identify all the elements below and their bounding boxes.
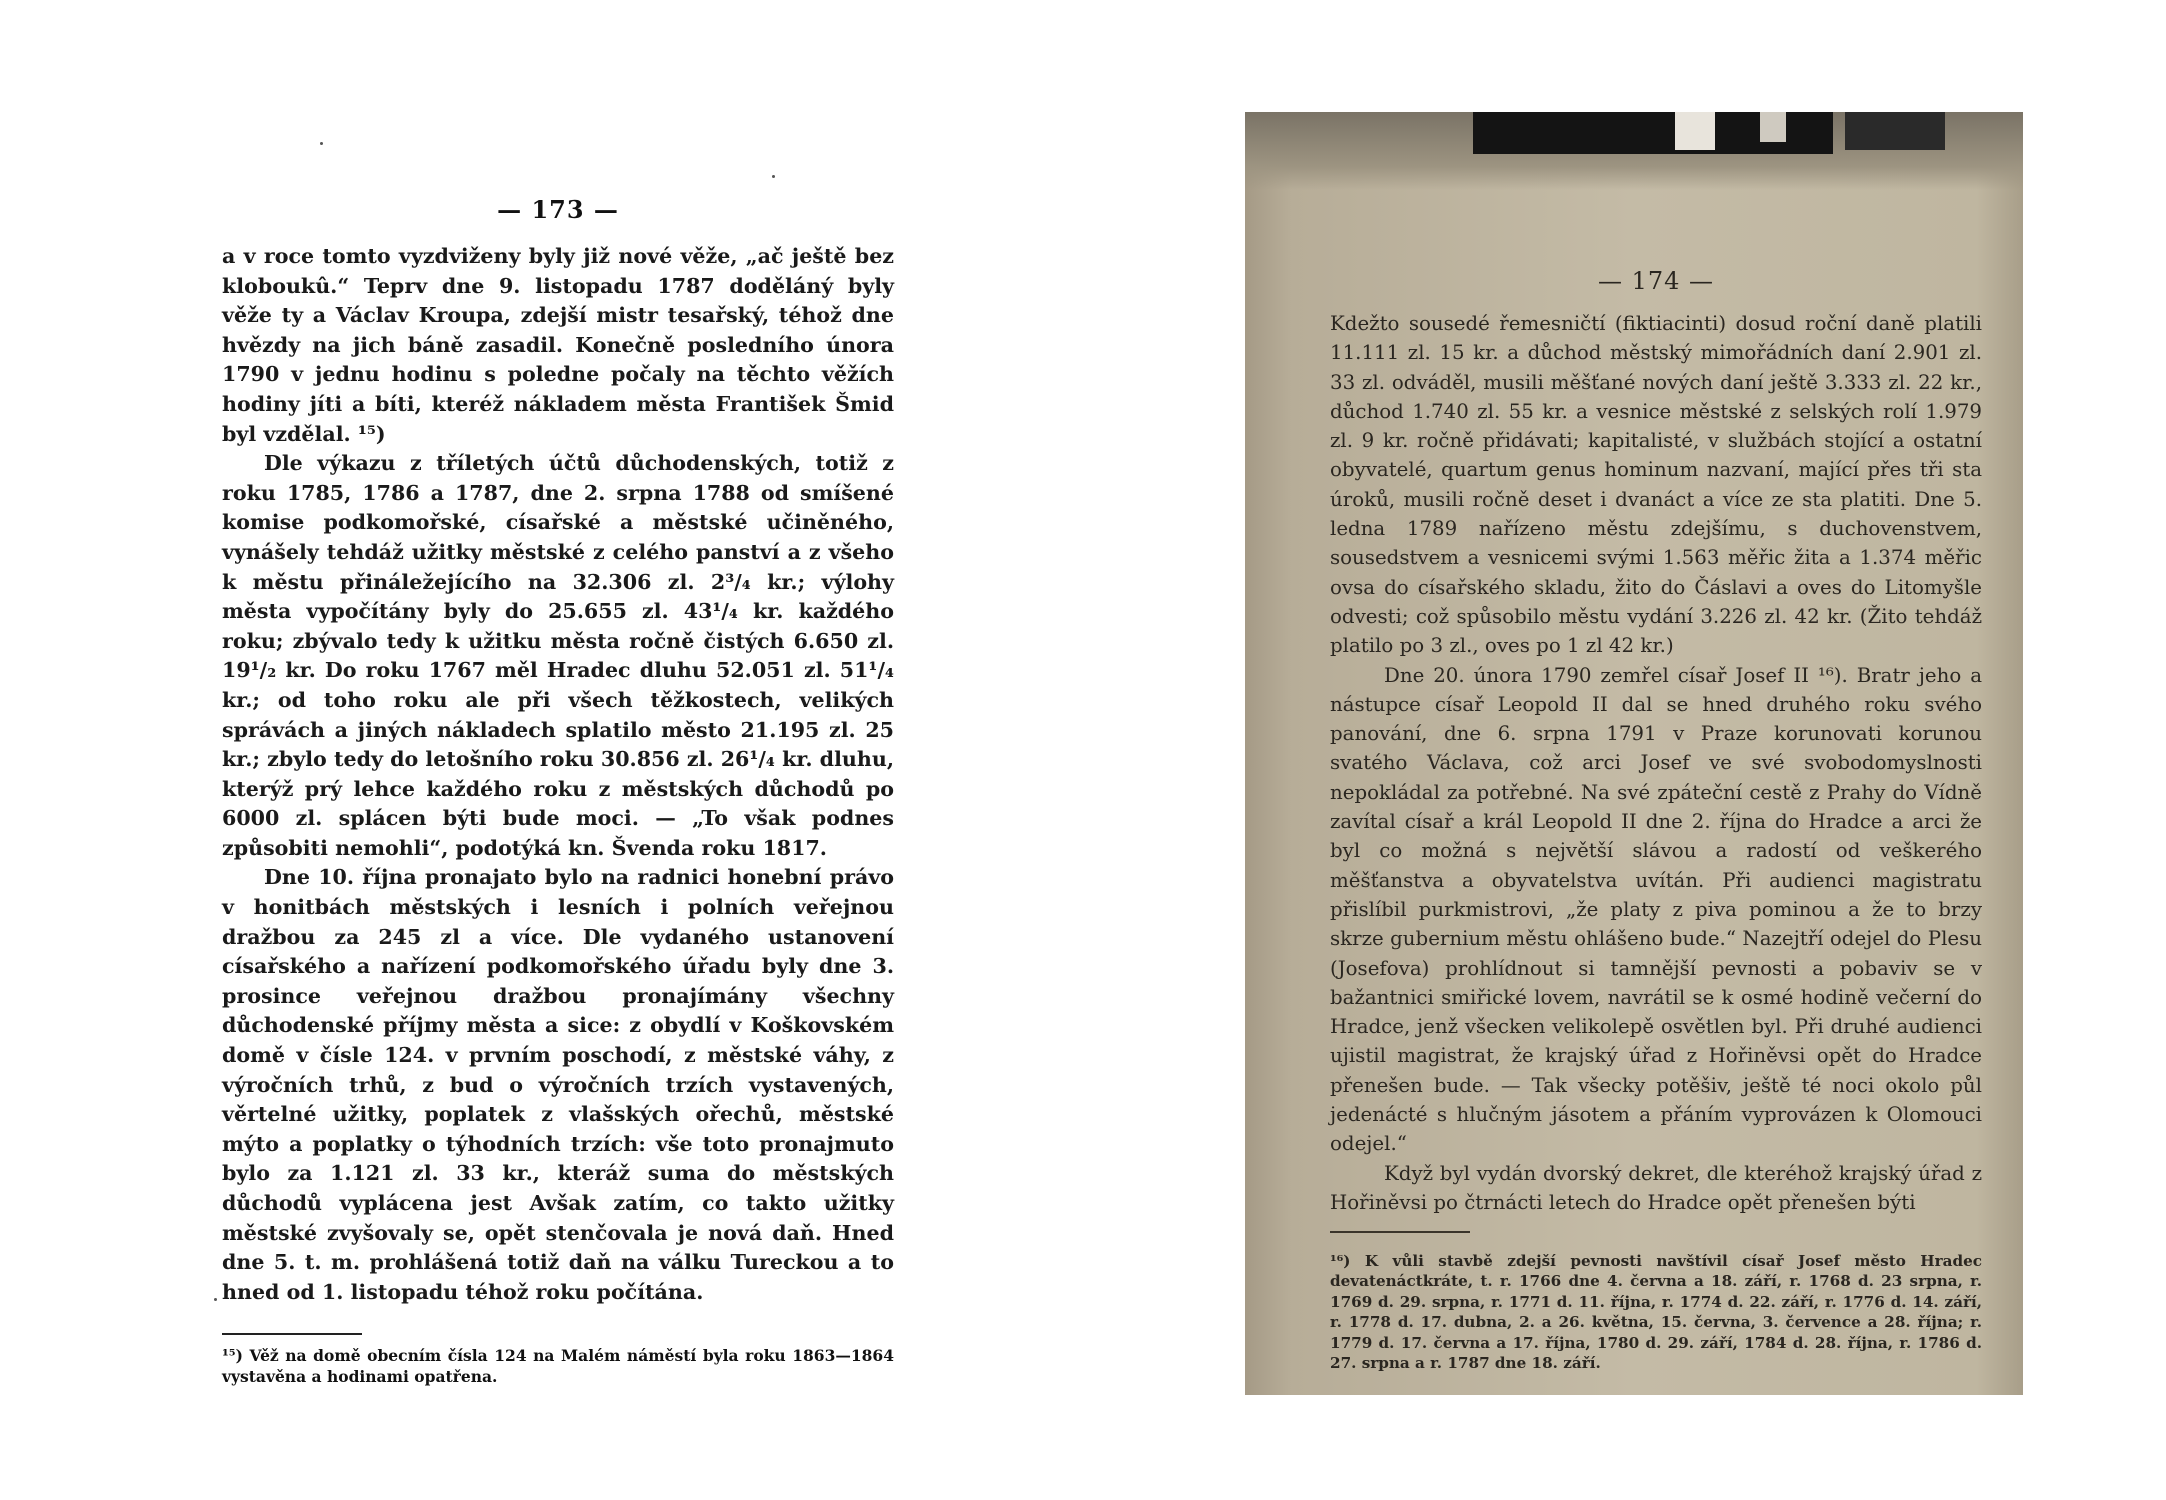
left-paragraph-3: Dne 10. října pronajato bylo na radnici honební právo v honitbách městských i lesních i polních veřejnou dražbou za 245 zl a více. Dle vydaného ustanovení císařského a nařízení podkomořského úřadu byly dne 3. prosince veřejnou dražbou pronajímány všechny důchodenské příjmy města a sice: z obydlí v Koškovském domě v čísle 124. v prvním poschodí, z městské váhy, z výročních trhů, z bud o výročních trzích vystavených, věrtelné užitky, poplatek z vlašských ořechů, městské mýto a poplatky o týhodních trzích: vše toto pronajmuto bylo za 1.121 zl. 33 kr., kteráž suma do městských důchodů vyplácena jest Avšak zatím, co takto užitky městské zvyšovaly se, opět stenčovala je nová daň. Hned dne 5. t. m. prohlášená totiž daň na válku Tureckou a to hned od 1. listopadu téhož roku počítána.	[222, 865, 894, 1304]
right-page-scan	[1245, 112, 2023, 1395]
scan-light-patch	[1760, 112, 1786, 142]
speck-mark	[772, 175, 775, 178]
footnote-divider	[222, 1333, 362, 1335]
left-footnote: ¹⁵) Věž na domě obecním čísla 124 na Malém náměstí byla roku 1863—1864 vystavěna a hodinami opatřena.	[222, 1345, 894, 1386]
right-paragraph-2: Dne 20. února 1790 zemřel císař Josef II ¹⁶). Bratr jeho a nástupce císař Leopold II dal se hned druhého roku svého panování, dne 6. srpna 1791 v Praze korunovati korunou svatého Václava, což arci Josef ve své svobodomyslnosti nepokládal za potřebné. Na své zpáteční cestě z Prahy do Vídně zavítal císař a král Leopold II dne 2. října do Hradce a arci že byl co možná s největší slávou a radostí od veškerého měšťanstva a obyvatelstva uvítán. Při audienci magistratu přislíbil purkmistrovi, „že platy z piva pominou a že to brzy skrze gubernium městu ohlášeno bude.“ Nazejtří odejel do Plesu (Josefova) prohlídnout si tamnější pevnosti a pobaviv se v bažantnici smiřické lovem, navrátil se k osmé hodině večerní do Hradce, jenž všecken velikolepě osvětlen byl. Při druhé audienci ujistil magistrat, že krajský úřad z Hořiněvsi opět do Hradce přenešen bude. — Tak všecky potěšiv, ještě té noci okolo půl jedenácté s hlučným jásotem a přáním vyprovázen k Olomouci odejel.“	[1330, 663, 1982, 1156]
scan-light-patch	[1675, 112, 1715, 150]
right-footnote: ¹⁶) K vůli stavbě zdejší pevnosti navštívil císař Josef město Hradec devatenáctkráte, t. r. 1766 dne 4. června a 18. září, r. 1768 d. 23 srpna, r. 1769 d. 29. srpna, r. 1771 d. 11. října, r. 1774 d. 22. září, r. 1776 d. 14. září, r. 1778 d. 17. dubna, 2. a 26. května, 15. června, 3. července a 28. října; r. 1779 d. 17. června a 17. října, 1780 d. 29. září, 1784 d. 28. října, r. 1786 d. 27. srpna a r. 1787 dne 18. září.	[1330, 1251, 1982, 1373]
right-page-number: — 174 —	[1597, 267, 1715, 295]
right-footnote-divider	[1330, 1231, 1470, 1233]
left-page-number: — 173 —	[497, 195, 619, 224]
right-paragraph-1: Kdežto sousedé řemesničtí (fiktiacinti) dosud roční daně platili 11.111 zl. 15 kr. a důchod městský mimořádních daní 2.901 zl. 33 zl. odváděl, musili měšťané nových daní ještě 3.333 zl. 22 kr., důchod 1.740 zl. 55 kr. a vesnice městské z selských rolí 1.979 zl. 9 kr. ročně přidávati; kapitalisté, v službách stojící a ostatní obyvatelé, quartum genus hominum nazvaní, mající přes tři sta úroků, musili ročně deset i dvanáct a více ze sta platiti. Dne 5. ledna 1789 nařízeno městu zdejšímu, s duchovenstvem, sousedstvem a vesnicemi svými 1.563 měřic žita a 1.374 měřic ovsa do císařského skladu, žito do Čáslavi a oves do Litomyšle odvesti; což spůsobilo městu vydání 3.226 zl. 42 kr. (Žito tehdáž platilo po 3 zl., oves po 1 zl 42 kr.)	[1330, 312, 1982, 658]
right-paragraph-3: Když byl vydán dvorský dekret, dle kteréhož krajský úřad z Hořiněvsi po čtrnácti letech do Hradce opět přenešen býti	[1330, 1161, 1982, 1214]
speck-mark	[320, 142, 323, 145]
speck-mark	[214, 1298, 217, 1301]
right-page-text	[1330, 267, 1982, 1374]
left-paragraph-2: Dle výkazu z tříletých účtů důchodenských, totiž z roku 1785, 1786 a 1787, dne 2. srpna 1788 od smíšené komise podkomořské, císařské a městské učiněného, vynášely tehdáž užitky městské z celého panství a z všeho k městu přináležejícího na 32.306 zl. 2³/₄ kr.; výlohy města vypočítány byly do 25.655 zl. 43¹/₄ kr. každého roku; zbývalo tedy k užitku města ročně čistých 6.650 zl. 19¹/₂ kr. Do roku 1767 měl Hradec dluhu 52.051 zl. 51¹/₄ kr.; od toho roku ale při všech těžkostech, velikých správách a jiných nákladech splatilo město 21.195 zl. 25 kr.; zbylo tedy do letošního roku 30.856 zl. 26¹/₄ kr. dluhu, kterýž prý lehce každého roku z městských důchodů po 6000 zl. splácen býti bude moci. — „To však podnes způsobiti nemohli“, podotýká kn. Švenda roku 1817.	[222, 451, 894, 860]
scan-dark-strip	[1845, 112, 1945, 150]
left-page	[222, 195, 894, 1387]
left-paragraph-1: a v roce tomto vyzdviženy byly již nové věže, „ač ještě bez kloboukû.“ Teprv dne 9. listopadu 1787 doděláný byly věže ty a Václav Kroupa, zdejší mistr tesařský, téhož dne hvězdy na jich báně zasadil. Konečně posledního února 1790 v jednu hodinu s poledne počaly na těchto věžích hodiny jíti a bíti, kteréž nákladem města František Šmid byl vzdělal. ¹⁵)	[222, 244, 894, 446]
